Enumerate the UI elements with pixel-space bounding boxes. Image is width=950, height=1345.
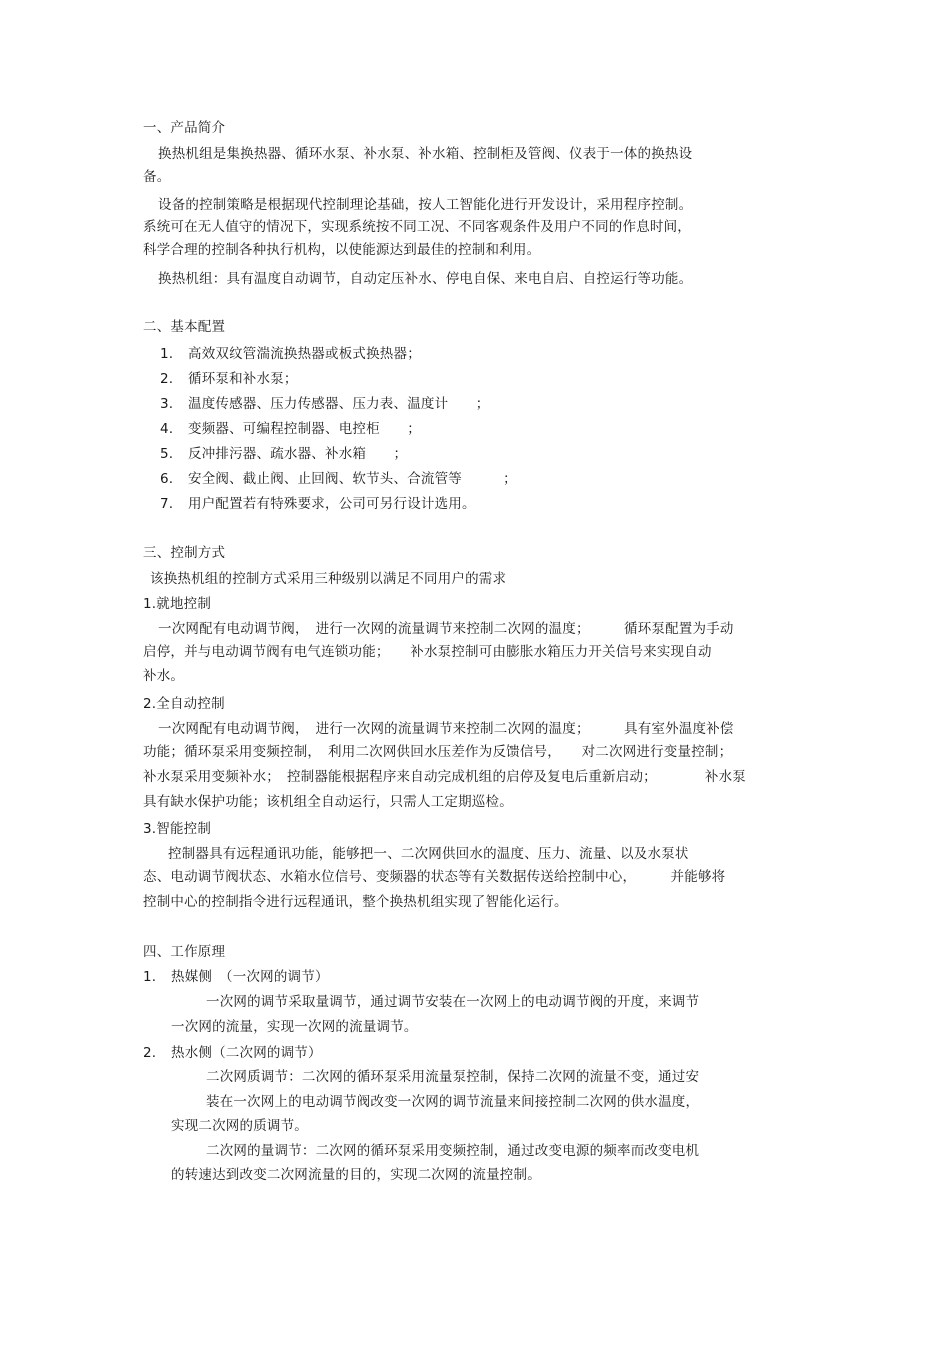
config-list-item bbox=[160, 445, 407, 463]
config-list-item bbox=[160, 420, 421, 438]
auto-control-line-1: 一次网配有电动调节阀， 进行一次网的流量调节来控制二次网的温度； 具有室外温度补偿 bbox=[158, 721, 734, 737]
hot-water-line-2: 装在一次网上的电动调节阀改变一次网的调节流量来间接控制二次网的供水温度， bbox=[206, 1094, 700, 1110]
list-number: 4. bbox=[160, 421, 174, 437]
hot-water-line-4: 二次网的量调节：二次网的循环泵采用变频控制，通过改变电源的频率而改变电机 bbox=[206, 1143, 700, 1159]
local-control-line-2: 启停，并与电动调节阀有电气连锁功能； 补水泵控制可由膨胀水箱压力开关信号来实现自动 bbox=[143, 644, 712, 660]
list-text: 温度传感器、压力传感器、压力表、温度计 ； bbox=[188, 396, 490, 412]
section-1-paragraph-2-line-3: 科学合理的控制各种执行机构，以使能源达到最佳的控制和利用。 bbox=[143, 242, 541, 258]
list-text: 高效双纹管湍流换热器或板式换热器； bbox=[188, 346, 421, 362]
list-text: 反冲排污器、疏水器、补水箱 ； bbox=[188, 446, 408, 462]
list-number: 2. bbox=[160, 371, 174, 387]
section-1-heading: 一、产品简介 bbox=[143, 120, 226, 136]
section-4-heading: 四、工作原理 bbox=[143, 944, 226, 960]
section-1-paragraph-2-line-2: 系统可在无人值守的情况下，实现系统按不同工况、不同客观条件及用户不同的作息时间， bbox=[143, 219, 691, 235]
local-control-line-1: 一次网配有电动调节阀， 进行一次网的流量调节来控制二次网的温度； 循环泵配置为手动 bbox=[158, 621, 734, 637]
config-list-item bbox=[160, 395, 489, 413]
list-number: 3. bbox=[160, 396, 174, 412]
list-number: 1. bbox=[160, 346, 174, 362]
heat-medium-title bbox=[143, 968, 329, 986]
section-3-intro: 该换热机组的控制方式采用三种级别以满足不同用户的需求 bbox=[150, 571, 507, 587]
list-text: 热媒侧 （一次网的调节） bbox=[171, 969, 329, 985]
auto-control-line-3: 补水泵采用变频补水； 控制器能根据程序来自动完成机组的启停及复电后重新启动； 补水泵 bbox=[143, 769, 746, 785]
list-number: 6. bbox=[160, 471, 174, 487]
smart-control-line-3: 控制中心的控制指令进行远程通讯，整个换热机组实现了智能化运行。 bbox=[143, 894, 568, 910]
config-list-item bbox=[160, 370, 298, 388]
list-text: 循环泵和补水泵； bbox=[188, 371, 298, 387]
section-1-paragraph-1-line-1: 换热机组是集换热器、循环水泵、补水泵、补水箱、控制柜及管阀、仪表于一体的换热设 bbox=[158, 146, 693, 162]
config-list-item bbox=[160, 470, 517, 488]
section-3-heading: 三、控制方式 bbox=[143, 545, 226, 561]
auto-control-line-4: 具有缺水保护功能；该机组全自动运行，只需人工定期巡检。 bbox=[143, 794, 513, 810]
hot-water-line-5: 的转速达到改变二次网流量的目的，实现二次网的流量控制。 bbox=[171, 1167, 541, 1183]
list-text: 用户配置若有特殊要求，公司可另行设计选用。 bbox=[188, 496, 476, 512]
list-number: 1. bbox=[143, 969, 157, 985]
list-text: 热水侧（二次网的调节） bbox=[171, 1045, 322, 1061]
heat-medium-line-2: 一次网的流量，实现一次网的流量调节。 bbox=[171, 1019, 418, 1035]
section-1-paragraph-2-line-1: 设备的控制策略是根据现代控制理论基础，按人工智能化进行开发设计，采用程序控制。 bbox=[158, 197, 693, 213]
local-control-title: 1.就地控制 bbox=[143, 596, 212, 612]
section-1-paragraph-3: 换热机组：具有温度自动调节，自动定压补水、停电自保、来电自启、自控运行等功能。 bbox=[158, 271, 693, 287]
local-control-line-3: 补水。 bbox=[143, 668, 185, 684]
config-list-item bbox=[160, 345, 421, 363]
auto-control-title: 2.全自动控制 bbox=[143, 696, 225, 712]
list-number: 7. bbox=[160, 496, 174, 512]
section-2-heading: 二、基本配置 bbox=[143, 319, 226, 335]
config-list-item bbox=[160, 495, 476, 513]
hot-water-title bbox=[143, 1044, 322, 1062]
hot-water-line-1: 二次网质调节：二次网的循环泵采用流量泵控制，保持二次网的流量不变，通过安 bbox=[206, 1069, 700, 1085]
list-number: 5. bbox=[160, 446, 174, 462]
hot-water-line-3: 实现二次网的质调节。 bbox=[171, 1118, 308, 1134]
list-text: 变频器、可编程控制器、电控柜 ； bbox=[188, 421, 421, 437]
section-1-paragraph-1-line-2: 备。 bbox=[143, 169, 171, 185]
heat-medium-line-1: 一次网的调节采取量调节，通过调节安装在一次网上的电动调节阀的开度，来调节 bbox=[206, 994, 700, 1010]
smart-control-title: 3.智能控制 bbox=[143, 821, 212, 837]
list-number: 2. bbox=[143, 1045, 157, 1061]
list-text: 安全阀、截止阀、止回阀、软节头、合流管等 ； bbox=[188, 471, 517, 487]
auto-control-line-2: 功能；循环泵采用变频控制， 利用二次网供回水压差作为反馈信号， 对二次网进行变量控制； bbox=[143, 744, 733, 760]
smart-control-line-1: 控制器具有远程通讯功能，能够把一、二次网供回水的温度、压力、流量、以及水泵状 bbox=[168, 846, 689, 862]
smart-control-line-2: 态、电动调节阀状态、水箱水位信号、变频器的状态等有关数据传送给控制中心， 并能够将 bbox=[143, 869, 726, 885]
